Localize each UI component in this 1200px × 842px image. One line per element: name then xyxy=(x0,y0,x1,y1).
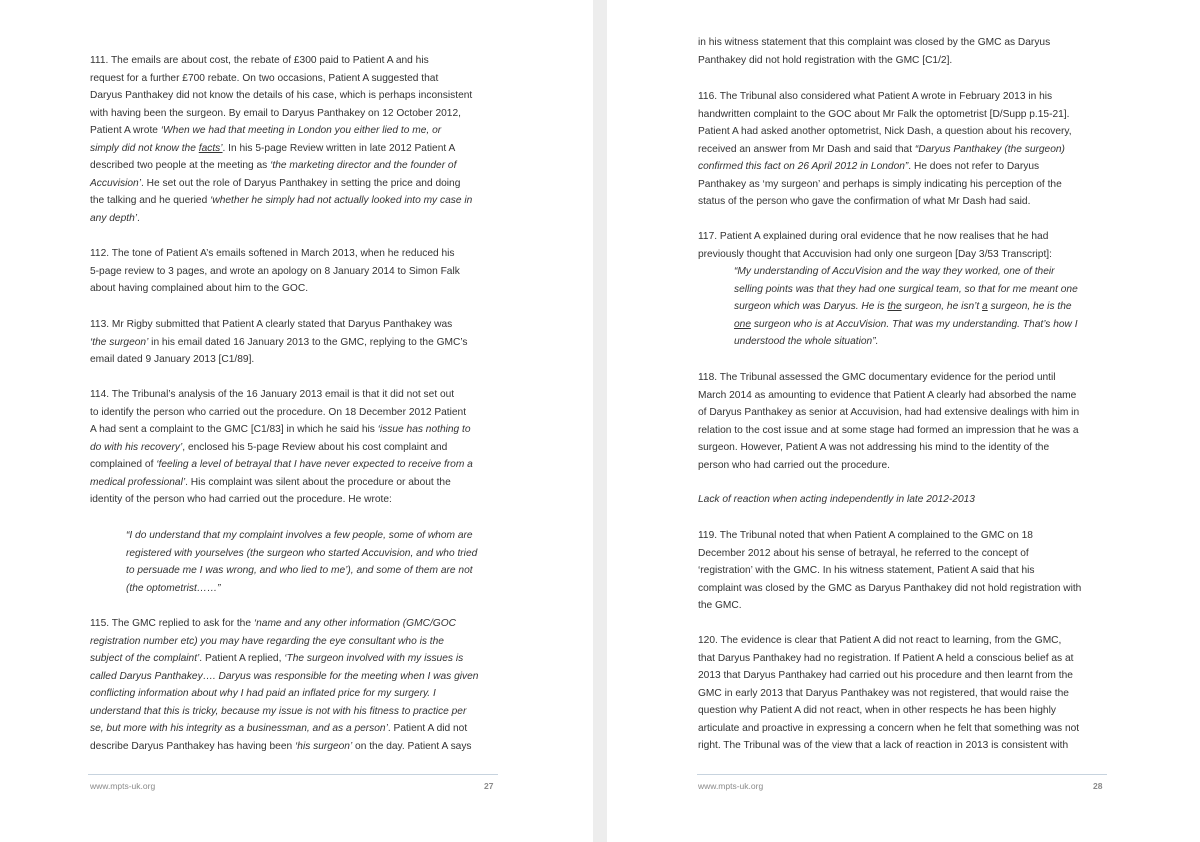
paragraph-113: 113. Mr Rigby submitted that Patient A clearly stated that Daryus Panthakey was ‘the surgeon’ in his email dated 16 January 2013 to the GMC, replying to the GMC’s email dated 9 January 2013 [C1/89]. xyxy=(90,319,468,366)
paragraph-116: 116. The Tribunal also considered what Patient A wrote in February 2013 in his handwritten complaint to the GOC about Mr Falk the optometrist [D/Supp p.15-21]. Patient A had asked another optometrist, Nick Dash, a question about his recovery, received an answer from Mr Dash and said that “Daryus Panthakey (the surgeon) confirmed this fact on 26 April 2012 in London”. He does not refer to Daryus Panthakey as ‘my surgeon’ and perhaps is simply indicating his perception of the status of the person who gave the confirmation of what Mr Dash had said. xyxy=(698,91,1072,208)
page-27 xyxy=(0,0,593,842)
page-number: 27 xyxy=(484,781,494,791)
page-28 xyxy=(607,0,1200,842)
section-heading: Lack of reaction when acting independently in late 2012-2013 xyxy=(698,494,975,505)
paragraph-119: 119. The Tribunal noted that when Patient A complained to the GMC on 18 December 2012 about his sense of betrayal, he referred to the concept of ‘registration’ with the GMC. In his witness statement, Patient A said that his complaint was closed by the GMC as Daryus Panthakey did not hold registration with the GMC. xyxy=(698,530,1082,612)
paragraph-115: 115. The GMC replied to ask for the ‘name and any other information (GMC/GOC registration number etc) you may have regarding the eye consultant who is the subject of the complaint’. Patient A replied, ‘The surgeon involved with my issues is called Daryus Panthakey…. Daryus was responsible for the meeting when I was given conflicting information about why I had paid an inflated price for my surgery. I understand that this is tricky, because my issue is not with his fitness to practice per se, but more with his integrity as a businessman, and as a person’. Patient A did not describe Daryus Panthakey has having been ‘his surgeon’ on the day. Patient A says xyxy=(90,618,479,752)
paragraph-112: 112. The tone of Patient A’s emails softened in March 2013, when he reduced his 5-page review to 3 pages, and wrote an apology on 8 January 2014 to Simon Falk about having complained about him to the GOC. xyxy=(90,248,460,295)
page-number: 28 xyxy=(1093,781,1103,791)
footer-url[interactable]: www.mpts-uk.org xyxy=(698,781,764,791)
footer-divider xyxy=(697,774,1107,775)
paragraph-120: 120. The evidence is clear that Patient A did not react to learning, from the GMC, that Daryus Panthakey had no registration. If Patient A held a conscious belief as at 2013 that Daryus Panthakey had carried out his procedure and then learnt from the GMC in early 2013 that Daryus Panthakey was not registered, that would raise the question why Patient A did not react, when in other respects he has been highly articulate and proactive in expressing a concern when he felt that something was not right. The Tribunal was of the view that a lack of reaction in 2013 is consistent with xyxy=(698,635,1080,752)
footer-url[interactable]: www.mpts-uk.org xyxy=(90,781,156,791)
facts-hyperlink[interactable]: facts’ xyxy=(198,142,223,154)
paragraph-118: 118. The Tribunal assessed the GMC documentary evidence for the period until March 2014 as amounting to evidence that Patient A clearly had absorbed the name of Daryus Panthakey as senior at Accuvision, had had extensive dealings with him in relation to the cost issue and at some stage had formed an impression that he was a surgeon. However, Patient A was not addressing his mind to the identity of the person who had carried out the procedure. xyxy=(698,372,1080,471)
paragraph-114: 114. The Tribunal’s analysis of the 16 January 2013 email is that it did not set out to identify the person who carried out the procedure. On 18 December 2012 Patient A had sent a complaint to the GMC [C1/83] in which he said his ‘issue has nothing to do with his recovery’, enclosed his 5-page Review about his cost complaint and complained of ‘feeling a level of betrayal that I have never expected to receive from a medical professional’. His complaint was silent about the procedure or about the identity of the person who had carried out the procedure. He wrote: xyxy=(90,389,473,506)
paragraph-115-continued: in his witness statement that this complaint was closed by the GMC as Daryus Panthakey did not hold registration with the GMC [C1/2]. xyxy=(698,37,1051,66)
footer-divider xyxy=(88,774,498,775)
paragraph-117: 117. Patient A explained during oral evidence that he now realises that he had previously thought that Accuvision had only one surgeon [Day 3/53 Transcript]: “My understanding of AccuVision and the way they worked, one of their selling points was that they had one surgical team, so that for me meant one surgeon which was Daryus. He is the surgeon, he isn’t a surgeon, he is the one surgeon who is at AccuVision. That was my understanding. That’s how I understood the whole situation”. xyxy=(698,231,1078,348)
paragraph-111: 111. The emails are about cost, the rebate of £300 paid to Patient A and his request for a further £700 rebate. On two occasions, Patient A suggested that Daryus Panthakey did not know the details of his case, which is perhaps inconsistent with having been the surgeon. By email to Daryus Panthakey on 12 October 2012, Patient A wrote ‘When we had that meeting in London you either lied to me, or simply did not know the facts’. In his 5-page Review written in late 2012 Patient A described two people at the meeting as ‘the marketing director and the founder of Accuvision’. He set out the role of Daryus Panthakey in setting the price and doing the talking and he queried ‘whether he simply had not actually looked into my case in any depth’. xyxy=(90,55,473,224)
block-quote: “I do understand that my complaint involves a few people, some of whom are registered with yourselves (the surgeon who started Accuvision, and who tried to persuade me I was wrong, and who lied to me’), and some of them are not (the optometrist……” xyxy=(126,530,478,594)
